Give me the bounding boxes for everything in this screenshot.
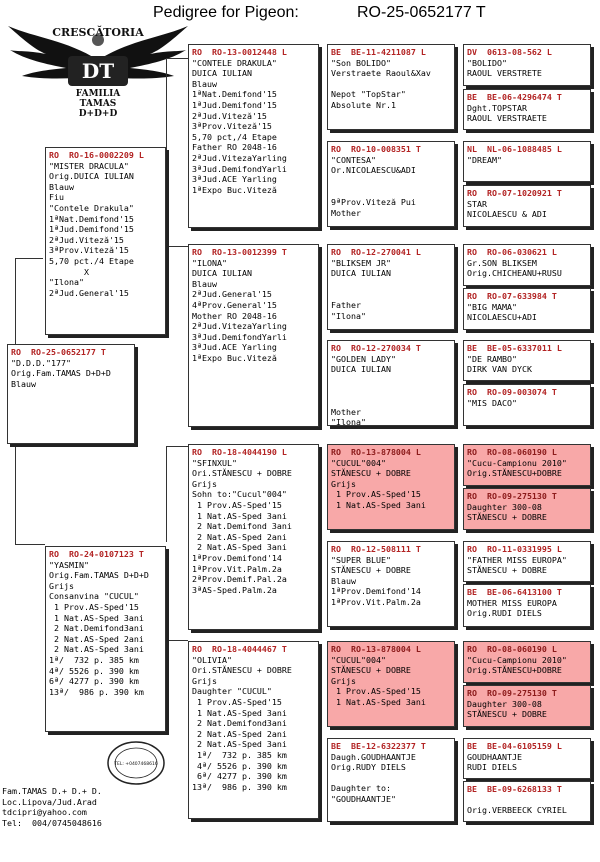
pedigree-line: STĂNESCU + DOBRE: [467, 709, 547, 720]
pedigree-line: 13ª/ 986 p. 390 km: [192, 781, 287, 792]
connector: [166, 58, 188, 59]
pedigree-line: "CUCUL"004": [331, 457, 386, 468]
pedigree-line: MOTHER MISS EUROPA: [467, 597, 557, 608]
grandsire-card: [188, 44, 319, 228]
title-label: Pedigree for Pigeon:: [153, 4, 299, 21]
ring-number: RO RO-25-0652177 T: [11, 347, 106, 357]
ancestor-card: [463, 685, 591, 727]
pedigree-line: 2ªProv.Demif.Pal.2a: [192, 574, 287, 585]
pedigree-line: 6ª/ 4277 p. 390 km: [49, 676, 139, 687]
ancestor-card: [463, 185, 591, 227]
pedigree-line: 2ªJud.VitezaYarling: [192, 321, 287, 332]
pedigree-line: Sohn to:"Cucul"004": [192, 489, 287, 500]
pedigree-line: STĂNESCU + DOBRE: [331, 665, 411, 676]
connector: [166, 238, 167, 246]
ancestor-card: [463, 541, 591, 582]
ancestor-card: [327, 141, 455, 227]
ancestor-card: [463, 244, 591, 286]
stamp-text: TEL: +0407468616: [114, 762, 158, 767]
pedigree-line: Gr.SON BLIKSEM: [467, 257, 537, 268]
ring-number: BE BE-06-4296474 T: [467, 92, 562, 102]
ancestor-card: [463, 488, 591, 530]
pedigree-line: 3ªProv.Viteză'15: [49, 245, 129, 256]
ring-number: RO RO-13-0012399 T: [192, 247, 287, 257]
pedigree-line: STĂNESCU + DOBRE: [467, 512, 547, 523]
pedigree-line: Blauw: [192, 278, 217, 289]
pedigree-line: 1ªExpo Buc.Viteză: [192, 184, 277, 195]
pedigree-line: Fiu: [49, 192, 64, 203]
pedigree-line: DUICA IULIAN: [192, 268, 252, 279]
pedigree-line: DIRK VAN DYCK: [467, 364, 532, 375]
ring-number: BE BE-11-4211087 L: [331, 47, 426, 57]
pedigree-line: "Son BOLIDO": [331, 57, 391, 68]
ring-number: RO RO-10-008351 T: [331, 144, 421, 154]
breeder-stamp: [106, 740, 166, 786]
pedigree-line: [331, 375, 451, 386]
ring-number: RO RO-18-4044190 L: [192, 447, 287, 457]
sire-card: [45, 147, 166, 335]
pedigree-line: 2 Nat.Demifond3ani: [192, 718, 287, 729]
pedigree-line: 1ªProv.Vit.Palm.2a: [331, 596, 421, 607]
ancestor-card: [327, 44, 455, 130]
pedigree-line: 1 Nat.AS-Sped 3ani: [192, 707, 287, 718]
pedigree-line: 4ª/ 5526 p. 390 km: [192, 760, 287, 771]
ring-number: RO RO-24-0107123 T: [49, 549, 144, 559]
pedigree-line: Absolute Nr.1: [331, 99, 396, 110]
pedigree-line: Orig.STĂNESCU+DOBRE: [467, 468, 562, 479]
pedigree-line: Dght.TOPSTAR: [467, 102, 527, 113]
ring-number: RO RO-08-060190 L: [467, 644, 557, 654]
logo-initials: DT: [81, 59, 115, 83]
pedigree-line: 1 Nat.AS-Sped 3ani: [331, 499, 426, 510]
ancestor-card: [327, 444, 455, 530]
pedigree-line: Blauw: [11, 378, 36, 389]
ring-number: RO RO-13-878004 L: [331, 644, 421, 654]
pedigree-line: STĂNESCU + DOBRE: [467, 565, 547, 576]
pedigree-line: Grijs: [192, 478, 217, 489]
pedigree-line: NICOLAESCU+ADI: [467, 312, 537, 323]
pedigree-line: 2ªJud.General'15: [192, 289, 272, 300]
pedigree-line: Ori.STĂNESCU + DOBRE: [192, 665, 292, 676]
pedigree-line: Daugh.GOUDHAANTJE: [331, 751, 416, 762]
connector: [166, 610, 167, 640]
ancestor-card: [463, 584, 591, 627]
pedigree-line: Grijs: [49, 580, 74, 591]
pedigree-line: 2 Nat.AS-Sped 3ani: [192, 542, 287, 553]
ancestor-card: [463, 384, 591, 426]
pedigree-line: X: [49, 266, 89, 277]
pedigree-line: Grijs: [192, 675, 217, 686]
footer-line: Tel: 004/0745048616: [2, 817, 102, 828]
ancestor-card: [463, 444, 591, 486]
pedigree-line: Orig.CHICHEANU+RUSU: [467, 268, 562, 279]
pedigree-line: "Ilona": [49, 277, 84, 288]
pedigree-line: "DREAM": [467, 154, 502, 165]
pedigree-line: 2 Nat.AS-Sped 2ani: [192, 728, 287, 739]
ring-number: RO RO-12-270041 L: [331, 247, 421, 257]
pedigree-line: 1ª/ 732 p. 385 km: [49, 654, 139, 665]
pedigree-line: Father RO 2048-16: [192, 142, 277, 153]
pedigree-line: 1ªJud.Demifond'15: [49, 224, 134, 235]
pedigree-line: 2ªJud.VitezaYarling: [192, 152, 287, 163]
connector: [166, 58, 167, 150]
pedigree-line: Blauw: [331, 575, 356, 586]
pedigree-line: "CONTESA": [331, 154, 376, 165]
pedigree-line: Daughter 300-08: [467, 698, 542, 709]
pedigree-line: [331, 186, 451, 197]
ancestor-card: [327, 738, 455, 822]
ring-number: RO RO-12-508111 T: [331, 544, 421, 554]
pedigree-line: Verstraete Raoul&Xav: [331, 68, 431, 79]
pedigree-line: "BIG MAMA": [467, 301, 517, 312]
connector: [166, 446, 188, 447]
connector: [166, 640, 188, 641]
pedigree-line: [331, 396, 451, 407]
pedigree-line: NICOLAESCU & ADI: [467, 209, 547, 220]
pedigree-line: Or.NICOLAESCU&ADI: [331, 165, 416, 176]
pedigree-line: "GOUDHAANTJE": [331, 793, 396, 804]
pedigree-line: 1ªProv.Demifond'14: [331, 586, 421, 597]
ring-number: RO RO-07-633984 T: [467, 291, 557, 301]
ring-number: BE BE-04-6105159 L: [467, 741, 562, 751]
pedigree-line: "SFINXUL": [192, 457, 237, 468]
pedigree-line: 13ª/ 986 p. 390 km: [49, 686, 144, 697]
ring-number: BE BE-09-6268133 T: [467, 784, 562, 794]
pedigree-line: Consanvina "CUCUL": [49, 591, 139, 602]
pedigree-line: 2ªJud.Viteză'15: [49, 234, 124, 245]
ancestor-card: [327, 641, 455, 727]
pedigree-line: GOUDHAANTJE: [467, 751, 522, 762]
ring-number: RO RO-08-060190 L: [467, 447, 557, 457]
pedigree-line: Orig.DUICA IULIAN: [49, 171, 134, 182]
pedigree-line: Orig.Fam.TAMAS D+D+D: [11, 368, 111, 379]
connector: [166, 246, 188, 247]
connector: [15, 544, 45, 545]
ancestor-card: [463, 340, 591, 381]
pedigree-line: 1 Nat.AS-Sped 3ani: [192, 510, 287, 521]
pedigree-line: 1 Prov.AS-Sped'15: [192, 499, 282, 510]
pedigree-line: "Ilona": [331, 310, 366, 321]
pedigree-line: STĂNESCU + DOBRE: [331, 565, 411, 576]
pedigree-line: 3ªJud.DemifondYarli: [192, 331, 287, 342]
pedigree-line: Blauw: [192, 78, 217, 89]
logo-line4: D+D+D: [78, 109, 118, 119]
dam-card: [45, 546, 166, 732]
ring-number: RO RO-06-030621 L: [467, 247, 557, 257]
pedigree-line: DUICA IULIAN: [331, 268, 391, 279]
pedigree-line: 1 Nat.AS-Sped 3ani: [331, 696, 426, 707]
pedigree-line: 2 Nat.AS-Sped 2ani: [192, 531, 287, 542]
pedigree-line: 2 Nat.Demifond3ani: [49, 623, 144, 634]
ring-number: RO RO-09-275130 T: [467, 688, 557, 698]
pedigree-line: RAOUL VERSTRAETE: [467, 113, 547, 124]
pedigree-line: Orig.RUDI DIELS: [467, 608, 542, 619]
pedigree-line: 1 Nat.AS-Sped 3ani: [49, 612, 144, 623]
pedigree-line: Grijs: [331, 478, 356, 489]
grandsire-card: [188, 444, 319, 630]
ring-number: RO RO-12-270034 T: [331, 343, 421, 353]
pedigree-line: 9ªProv.Viteză Pui: [331, 196, 416, 207]
ancestor-card: [463, 44, 591, 86]
ring-number: RO RO-09-003074 T: [467, 387, 557, 397]
granddam-card: [188, 641, 319, 819]
footer-line: tdcipri@yahoo.com: [2, 807, 87, 818]
pedigree-line: 3ªJud.DemifondYarli: [192, 163, 287, 174]
granddam-card: [188, 244, 319, 427]
pedigree-line: RUDI DIELS: [467, 762, 517, 773]
pedigree-line: 5,70 pct,/4 Etape: [192, 131, 277, 142]
pedigree-line: Daughter "CUCUL": [192, 686, 272, 697]
pedigree-line: 1ª/ 732 p. 385 km: [192, 749, 287, 760]
pedigree-line: 2 Nat.Demifond 3ani: [192, 521, 292, 532]
pedigree-line: "MIS DACO": [467, 397, 517, 408]
pedigree-line: 1ªExpo Buc.Viteză: [192, 352, 277, 363]
pedigree-line: Ori.STĂNESCU + DOBRE: [192, 468, 292, 479]
ancestor-card: [463, 781, 591, 822]
connector: [15, 444, 16, 544]
pedigree-line: Orig.VERBEECK CYRIEL: [467, 805, 567, 816]
pedigree-line: "MISTER DRACULA": [49, 160, 129, 171]
footer-line: Loc.Lipova/Jud.Arad: [2, 796, 97, 807]
ancestor-card: [463, 141, 591, 182]
pedigree-line: "Cucu-Campionu 2010": [467, 654, 567, 665]
pedigree-line: "Ilona": [331, 417, 366, 426]
pedigree-line: 1 Prov.AS-Sped'15: [49, 601, 139, 612]
pedigree-line: STAR: [467, 198, 487, 209]
pedigree-line: "D.D.D."177": [11, 357, 71, 368]
connector: [15, 258, 16, 344]
pedigree-line: 2ªJud.General'15: [49, 287, 129, 298]
pedigree-line: 5,70 pct./4 Etape: [49, 255, 134, 266]
ancestor-card: [463, 89, 591, 130]
pedigree-line: 6ª/ 4277 p. 390 km: [192, 771, 287, 782]
pedigree-line: 1ªNat.Demifond'15: [49, 213, 134, 224]
ring-number: BE BE-06-6413100 T: [467, 587, 562, 597]
ancestor-card: [327, 340, 455, 426]
pedigree-line: 3ªAS-Sped.Palm.2a: [192, 584, 277, 595]
ring-number: BE BE-05-6337011 L: [467, 343, 562, 353]
pedigree-line: "BOLIDO": [467, 57, 507, 68]
pedigree-line: 1 Prov.AS-Sped'15: [331, 686, 421, 697]
pedigree-line: Orig.STĂNESCU+DOBRE: [467, 665, 562, 676]
pedigree-line: DUICA IULIAN: [331, 364, 391, 375]
pedigree-line: "OLIVIA": [192, 654, 232, 665]
ring-number: BE BE-12-6322377 T: [331, 741, 426, 751]
ring-number: RO RO-13-878004 L: [331, 447, 421, 457]
pedigree-line: 3ªJud.ACE Yarling: [192, 342, 277, 353]
pedigree-line: "CONTELE DRAKULA": [192, 57, 277, 68]
ancestor-card: [463, 288, 591, 330]
breeder-logo: [6, 20, 190, 120]
pedigree-line: Daughter 300-08: [467, 501, 542, 512]
pedigree-line: "CUCUL"004": [331, 654, 386, 665]
pedigree-line: 1ªJud.Demifond'15: [192, 99, 277, 110]
logo-line3: TAMAS: [79, 99, 117, 109]
pedigree-line: Father: [331, 299, 361, 310]
connector: [166, 446, 167, 542]
pedigree-line: "YASMIN": [49, 559, 89, 570]
ring-number: RO RO-18-4044467 T: [192, 644, 287, 654]
pedigree-line: Mother RO 2048-16: [192, 310, 277, 321]
pedigree-line: Grijs: [331, 675, 356, 686]
pedigree-line: 1ªProv.Vit.Palm.2a: [192, 563, 282, 574]
pedigree-line: "FATHER MISS EUROPA": [467, 554, 567, 565]
pedigree-line: 1 Prov.AS-Sped'15: [192, 696, 282, 707]
pedigree-line: "Cucu-Campionu 2010": [467, 457, 567, 468]
ancestor-card: [327, 244, 455, 330]
pedigree-line: 1ªNat.Demifond'15: [192, 89, 277, 100]
pedigree-line: "BLIKSEM JR": [331, 257, 391, 268]
pedigree-line: Blauw: [49, 181, 74, 192]
pedigree-line: 4ª/ 5526 p. 390 km: [49, 665, 139, 676]
pedigree-line: 3ªJud.ACE Yarling: [192, 174, 277, 185]
pedigree-line: [331, 385, 451, 396]
pedigree-line: 2 Nat.AS-Sped 2ani: [49, 633, 144, 644]
pedigree-line: "Contele Drakula": [49, 202, 134, 213]
pigeon-card: [7, 344, 135, 444]
pedigree-line: Orig.Fam.TAMAS D+D+D: [49, 570, 149, 581]
pedigree-line: Mother: [331, 207, 361, 218]
footer-line: Fam.TAMAS D.+ D.+ D.: [2, 786, 102, 796]
ancestor-card: [327, 541, 455, 627]
pedigree-line: RAOUL VERSTRETE: [467, 68, 542, 79]
ring-number: RO RO-09-275130 T: [467, 491, 557, 501]
ancestor-card: [463, 738, 591, 779]
pedigree-line: 4ªProv.General'15: [192, 299, 277, 310]
pedigree-line: Orig.RUDY DIELS: [331, 762, 406, 773]
pedigree-line: "DE RAMBO": [467, 353, 517, 364]
pedigree-line: [331, 176, 451, 187]
ring-number: RO RO-13-0012448 L: [192, 47, 287, 57]
pedigree-line: [467, 795, 587, 806]
pedigree-line: "SUPER BLUE": [331, 554, 391, 565]
pedigree-line: "ILONA": [192, 257, 227, 268]
pedigree-line: [331, 279, 451, 290]
breeder-contact: [2, 786, 102, 828]
pedigree-line: 1ªProv.Demifond'14: [192, 552, 282, 563]
title-ring-number: RO-25-0652177 T: [357, 4, 486, 21]
pedigree-line: 1 Prov.AS-Sped'15: [331, 489, 421, 500]
ring-number: NL NL-06-1088485 L: [467, 144, 562, 154]
pedigree-line: 2 Nat.AS-Sped 3ani: [192, 739, 287, 750]
pedigree-line: [331, 289, 451, 300]
connector: [15, 258, 43, 259]
ancestor-card: [463, 641, 591, 683]
pedigree-line: Nepot "TopStar": [331, 89, 406, 100]
pedigree-line: Mother: [331, 406, 361, 417]
logo-line1: CRESCĂTORIA: [52, 26, 144, 39]
pedigree-line: [331, 79, 451, 90]
pedigree-line: 2ªJud.Viteză'15: [192, 110, 267, 121]
ring-number: RO RO-07-1020921 T: [467, 188, 562, 198]
pedigree-line: 2 Nat.AS-Sped 3ani: [49, 644, 144, 655]
pedigree-line: STĂNESCU + DOBRE: [331, 468, 411, 479]
pedigree-line: [331, 773, 451, 784]
pedigree-line: DUICA IULIAN: [192, 68, 252, 79]
ring-number: RO RO-16-0002209 L: [49, 150, 144, 160]
pedigree-line: 3ªProv.Viteză'15: [192, 121, 272, 132]
ring-number: RO RO-11-0331995 L: [467, 544, 562, 554]
pedigree-line: "GOLDEN LADY": [331, 353, 396, 364]
pedigree-line: Daughter to:: [331, 783, 391, 794]
logo-line2: FAMILIA: [75, 89, 121, 99]
ring-number: DV 0613-08-562 L: [467, 47, 552, 57]
